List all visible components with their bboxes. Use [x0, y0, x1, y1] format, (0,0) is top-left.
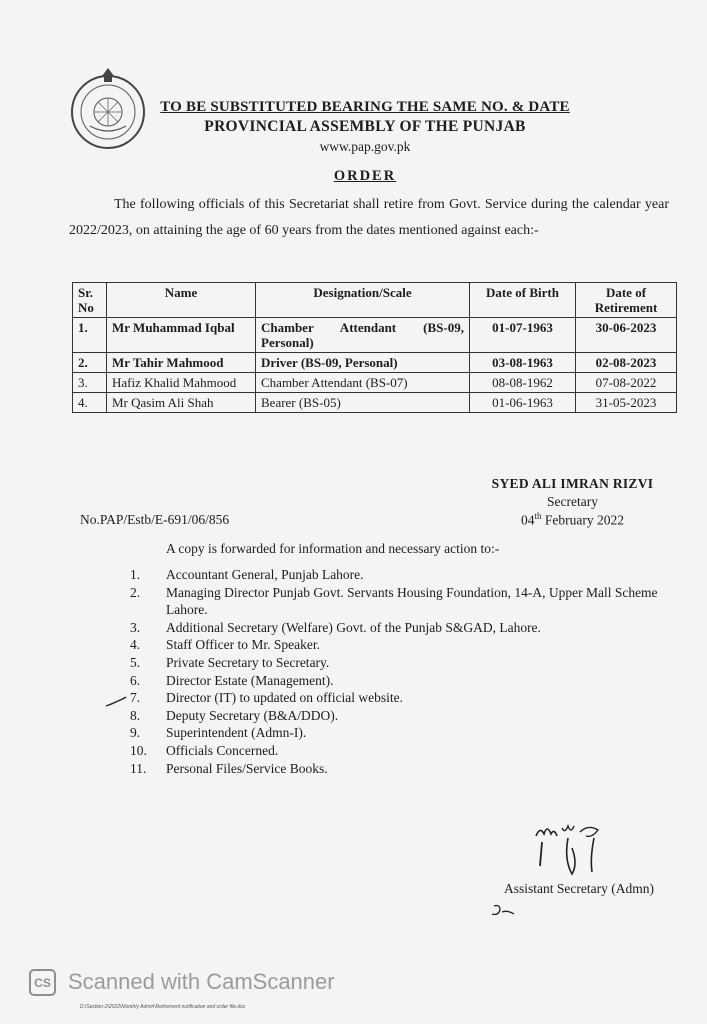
list-item: 6. Director Estate (Management). [130, 672, 334, 688]
col-dob: Date of Birth [470, 283, 576, 318]
page-title: ORDER [333, 168, 397, 184]
cell-dob: 08-08-1962 [470, 373, 576, 393]
list-item: 3. Additional Secretary (Welfare) Govt. of the Punjab S&GAD, Lahore. [130, 619, 541, 635]
intro-text: The following officials of this Secretariat shall retire from Govt. Service during the calendar year 2022/2023, on attaining the age of 60 years from the dates mentioned against each:- [69, 197, 669, 238]
handwritten-tick-icon [104, 695, 128, 709]
list-item: 11. Personal Files/Service Books. [130, 760, 328, 776]
handwritten-initials-icon [490, 902, 518, 920]
signatory-block [480, 476, 665, 529]
reference-number: No.PAP/Estb/E-691/06/856 [80, 512, 230, 527]
list-item: 4. Staff Officer to Mr. Speaker. [130, 637, 320, 653]
table-row [73, 318, 677, 353]
table-row [73, 393, 677, 413]
cell-name: Mr Tahir Mahmood [107, 353, 256, 373]
col-name: Name [107, 283, 256, 318]
cell-designation: Chamber Attendant (BS-09, Personal) [256, 318, 470, 353]
order-date [480, 511, 665, 529]
website-link[interactable]: www.pap.gov.pk [319, 139, 411, 154]
cell-dor: 07-08-2022 [576, 373, 677, 393]
cell-designation: Bearer (BS-05) [256, 393, 470, 413]
cell-dor: 30-06-2023 [576, 318, 677, 353]
cell-sr: 4. [73, 393, 107, 413]
list-item: 10. Officials Concerned. [130, 742, 279, 758]
list-item: 8. Deputy Secretary (B&A/DDO). [130, 707, 339, 723]
list-item: 1. Accountant General, Punjab Lahore. [130, 567, 364, 582]
cell-dob: 01-06-1963 [470, 393, 576, 413]
date-rest: February 2022 [541, 512, 624, 528]
signatory-name: SYED ALI IMRAN RIZVI [491, 476, 654, 491]
col-designation: Designation/Scale [256, 283, 470, 318]
distribution-list [130, 566, 675, 777]
intro-paragraph [69, 192, 669, 244]
file-path-footer: D:\Section-2\2022\Monthly Admin\Retirement notification and order file.doc [80, 1004, 246, 1010]
cell-name: Hafiz Khalid Mahmood [107, 373, 256, 393]
cell-dor: 02-08-2023 [576, 353, 677, 373]
assistant-secretary: Assistant Secretary (Admn) [504, 881, 654, 896]
cell-designation: Chamber Attendant (BS-07) [256, 373, 470, 393]
date-day: 04 [521, 512, 535, 528]
substitute-note: TO BE SUBSTITUTED BEARING THE SAME NO. & DATE [160, 99, 570, 115]
list-item: 9. Superintendent (Admn-I). [130, 725, 307, 741]
table-row [73, 353, 677, 373]
list-item: 2. Managing Director Punjab Govt. Servants Housing Foundation, 14-A, Upper Mall Scheme Lahore. [130, 584, 658, 618]
handwritten-signature-icon [528, 820, 618, 878]
cell-dob: 03-08-1963 [470, 353, 576, 373]
assembly-seal-icon [64, 64, 152, 152]
table-header-row [73, 283, 677, 318]
cell-dor: 31-05-2023 [576, 393, 677, 413]
copy-forward-line: A copy is forwarded for information and necessary action to:- [166, 541, 500, 556]
col-srno: Sr. No [73, 283, 107, 318]
cell-designation: Driver (BS-09, Personal) [256, 353, 470, 373]
cell-sr: 2. [73, 353, 107, 373]
list-item: 5. Private Secretary to Secretary. [130, 654, 330, 670]
cell-sr: 3. [73, 373, 107, 393]
col-dor: Date of Retirement [576, 283, 677, 318]
date-suffix: th [534, 511, 542, 521]
cell-dob: 01-07-1963 [470, 318, 576, 353]
camscanner-logo-icon [29, 969, 56, 996]
cell-name: Mr Muhammad Iqbal [107, 318, 256, 353]
svg-text:CS: CS [34, 976, 51, 990]
signatory-title: Secretary [547, 494, 598, 509]
organization-name: PROVINCIAL ASSEMBLY OF THE PUNJAB [204, 118, 526, 135]
list-item: 7. Director (IT) to updated on official website. [130, 690, 404, 706]
cell-sr: 1. [73, 318, 107, 353]
retirement-table [72, 282, 677, 413]
cell-name: Mr Qasim Ali Shah [107, 393, 256, 413]
table-row [73, 373, 677, 393]
scanner-watermark: Scanned with CamScanner [68, 969, 335, 994]
